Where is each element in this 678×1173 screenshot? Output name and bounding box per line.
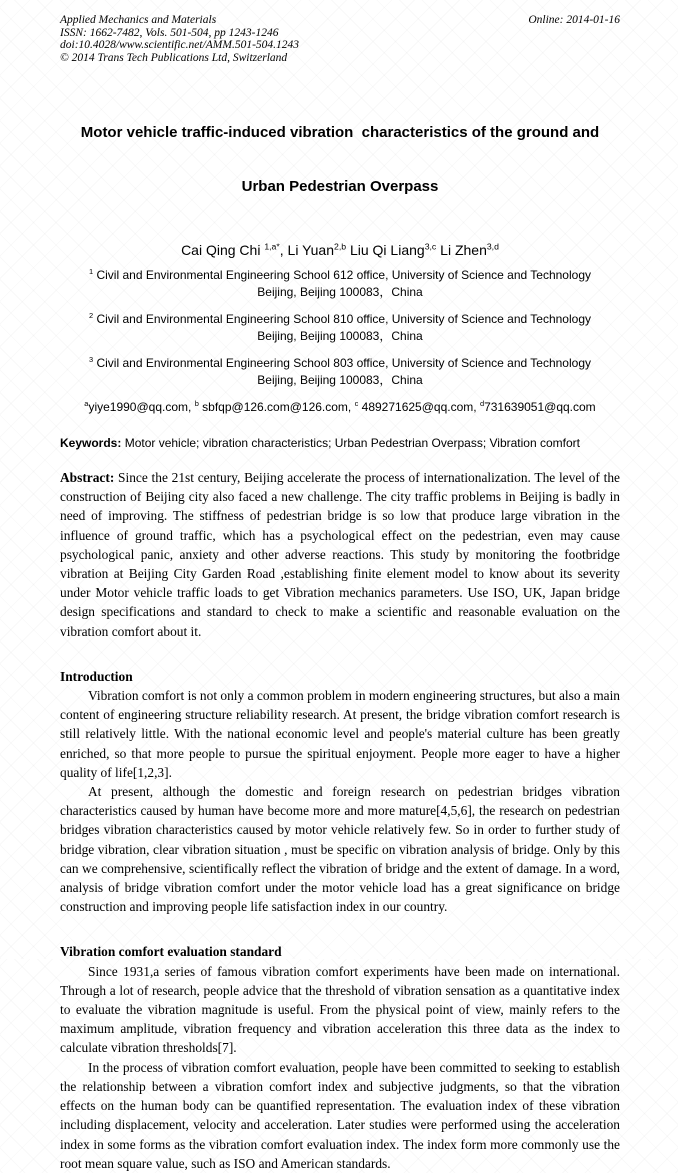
abstract-text: Since the 21st century, Beijing accelerate the process of internationalization. The level of the construction of Beijing city also faced a new challenge. The city traffic problems in Beijing is badly in need of improving. The stiffness of pedestrian bridge is so low that produce large vibration in the influence of ground traffic, which has a psychological effect on the pedestrian, even may cause psychological panic, anxiety and other adverse reactions. This study by monitoring the footbridge vibration at Beijing City Garden Road ,establishing finite element model to know about its severity under Motor vehicle traffic loads to get Vibration mechanics parameters. Use ISO, UK, Japan bridge design specifications and standard to check to make a scientific and reasonable evaluation on the vibration comfort about it. (60, 470, 620, 639)
affiliation-1: $^1$ Civil and Environmental Engineering School 612 office, University of Science and Technology Beijing, Beijing 100083，China (89, 267, 591, 299)
affiliation-2: $^2$ Civil and Environmental Engineering School 810 office, University of Science and Technology Beijing, Beijing 100083，China (89, 311, 591, 343)
abstract-label: Abstract: (60, 470, 115, 485)
introduction-paragraph-1: Vibration comfort is not only a common problem in modern engineering structures, but also a main content of engineering structure reliability research. At present, the bridge vibration comfort research is still relatively little. With the national economic level and people's material culture has been greatly enriched, so that more people to pursue the spiritual enjoyment. People more eager to have a higher quality of life[1,2,3]. (60, 688, 620, 780)
paper-title (60, 88, 620, 232)
abstract-paragraph (60, 468, 620, 641)
issn-line: ISSN: 1662-7482, Vols. 501-504, pp 1243-1246 (60, 26, 279, 39)
section-heading-vibration-comfort: Vibration comfort evaluation standard (60, 944, 282, 960)
keywords-label: Keywords: (60, 436, 122, 450)
page-header (60, 14, 620, 64)
author-emails-line: $^a$yiye1990@qq.com, $^b$ sbfqp@126.com@126.com, $^c$ 489271625@qq.com, $^d$731639051@qq.com (84, 399, 596, 414)
copyright-line: © 2014 Trans Tech Publications Ltd, Switzerland (60, 51, 288, 64)
paper-title-line2: Urban Pedestrian Overpass (241, 178, 439, 195)
journal-info-block (60, 14, 299, 64)
online-date: Online: 2014-01-16 (528, 14, 620, 26)
keywords-line (60, 436, 620, 451)
affiliation-3: $^3$ Civil and Environmental Engineering School 803 office, University of Science and Technology Beijing, Beijing 100083，China (89, 355, 591, 387)
vibration-comfort-paragraph-2: In the process of vibration comfort evaluation, people have been committed to seeking to establish the relationship between a vibration comfort index and subjective judgments, so that the vibration effects on the human body can be quantified representation. The evaluation index of these vibration including displacement, velocity and acceleration. Later studies were performed using the acceleration index in some forms as the vibration comfort evaluation index. The index form more commonly use the root mean square value, such as ISO and American standards. (60, 1059, 620, 1171)
doi-line: doi:10.4028/www.scientific.net/AMM.501-504.1243 (60, 39, 300, 51)
vibration-comfort-paragraph-1: Since 1931,a series of famous vibration comfort experiments have been made on international. Through a lot of research, people advice that the threshold of vibration sensation as a quantitative index to evaluate the vibration magnitude is useful. From the physical point of view, mainly refers to the maximum amplitude, vibration frequency and vibration acceleration this three data as the index to calculate vibration thresholds[7]. (60, 963, 620, 1056)
authors-line: Cai Qing Chi $^{1,a*}$, Li Yuan$^{2,b}$ Liu Qi Liang$^{3,c}$ Li Zhen$^{3,d}$ (181, 241, 499, 258)
journal-title: Applied Mechanics and Materials (60, 14, 217, 26)
affiliations-block (60, 267, 620, 388)
introduction-paragraph-2: At present, although the domestic and foreign research on pedestrian bridges vibration characteristics caused by human have become more and more mature[4,5,6], the research on pedestrian bridges vibration characteristics caused by motor vehicle relatively few. So in order to further study of bridge vibration, clear vibration situation , must be specific on vibration analysis of bridge. Only by this can we comprehensive, scientifically reflect the vibration of bridge and the extent of damage. In a word, analysis of bridge vibration comfort under the motor vehicle load has a great significance on bridge construction and improving people life satisfaction index in our country. (60, 784, 620, 915)
paper-title-line1: Motor vehicle traffic-induced vibration characteristics of the ground and (80, 124, 600, 141)
section-heading-introduction: Introduction (60, 668, 133, 684)
keywords-text: Motor vehicle; vibration characteristics; Urban Pedestrian Overpass; Vibration comfort (121, 436, 580, 450)
